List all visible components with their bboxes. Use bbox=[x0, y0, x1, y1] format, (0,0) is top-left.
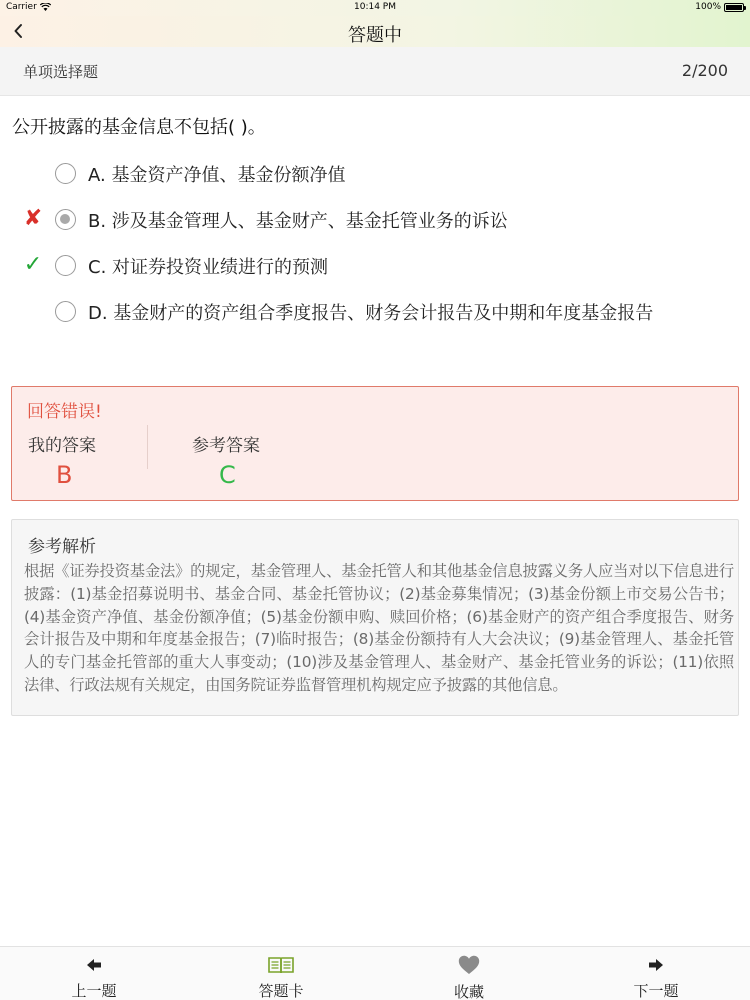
option-b-label: B. 涉及基金管理人、基金财产、基金托管业务的诉讼 bbox=[88, 211, 508, 232]
answer-card-button[interactable] bbox=[221, 947, 341, 1000]
carrier-label: Carrier bbox=[6, 2, 37, 12]
wrong-mark-icon: ✘ bbox=[23, 206, 43, 231]
arrow-left-icon bbox=[86, 958, 102, 972]
next-question-button[interactable] bbox=[596, 947, 716, 1000]
bottom-toolbar bbox=[0, 946, 750, 1000]
answer-card-label: 答题卡 bbox=[258, 982, 304, 1000]
favorite-label: 收藏 bbox=[453, 983, 484, 1000]
question-progress: 2/200 bbox=[681, 61, 728, 80]
option-a[interactable] bbox=[0, 155, 750, 195]
status-time: 10:14 PM bbox=[354, 2, 396, 12]
my-answer-label: 我的答案 bbox=[28, 436, 96, 456]
result-divider bbox=[147, 425, 148, 469]
analysis-text: 根据《证券投资基金法》的规定，基金管理人、基金托管人和其他基金信息披露义务人应当对以下信息进行披露：(1)基金招募说明书、基金合同、基金托管协议；(2)基金募集情况；(3)基金份额上市交易公告书；(4)基金资产净值、基金份额净值；(5)基金份额申购、赎回价格；(6)基金财产的资产组合季度报告、财务会计报告及中期和年度基金报告；(7)临时报告；(8)基金份额持有人大会决议；(9)基金管理人、基金托管人的专门基金托管部的重大人事变动；(10)涉及基金管理人、基金财产、基金托管业务的诉讼；(11)依照法律、行政法规有关规定，由国务院证券监督管理机构规定应予披露的其他信息。 bbox=[24, 562, 734, 694]
battery-group bbox=[695, 2, 744, 12]
option-b-radio[interactable] bbox=[55, 209, 76, 230]
arrow-right-icon bbox=[648, 958, 664, 972]
prev-question-button[interactable] bbox=[34, 947, 154, 1000]
option-d-label: D. 基金财产的资产组合季度报告、财务会计报告及中期和年度基金报告 bbox=[88, 303, 654, 324]
analysis-title: 参考解析 bbox=[28, 537, 96, 557]
option-a-label: A. 基金资产净值、基金份额净值 bbox=[88, 165, 346, 186]
nav-bar bbox=[0, 16, 750, 47]
question-text: 公开披露的基金信息不包括( )。 bbox=[12, 117, 266, 138]
favorite-button[interactable] bbox=[409, 947, 529, 1000]
option-c-radio[interactable] bbox=[55, 255, 76, 276]
option-a-mark bbox=[22, 161, 44, 185]
battery-icon bbox=[724, 3, 744, 12]
book-icon bbox=[268, 956, 294, 974]
option-c-label: C. 对证券投资业绩进行的预测 bbox=[88, 257, 329, 278]
answer-result-panel bbox=[11, 386, 739, 501]
option-b[interactable] bbox=[0, 201, 750, 241]
option-c[interactable] bbox=[0, 247, 750, 287]
check-mark-icon: ✓ bbox=[23, 252, 43, 277]
question-type: 单项选择题 bbox=[23, 63, 99, 81]
question-header bbox=[0, 47, 750, 96]
reference-answer-label: 参考答案 bbox=[192, 436, 260, 456]
heart-icon bbox=[458, 955, 480, 975]
result-status: 回答错误! bbox=[27, 402, 102, 422]
option-d[interactable] bbox=[0, 293, 750, 333]
battery-percent: 100% bbox=[695, 2, 721, 12]
next-question-label: 下一题 bbox=[633, 982, 679, 1000]
status-bar bbox=[0, 0, 750, 16]
option-d-radio[interactable] bbox=[55, 301, 76, 322]
option-a-radio[interactable] bbox=[55, 163, 76, 184]
my-answer-value: B bbox=[56, 461, 73, 489]
prev-question-label: 上一题 bbox=[71, 982, 117, 1000]
analysis-panel bbox=[11, 519, 739, 716]
reference-answer-value: C bbox=[219, 461, 236, 489]
nav-title: 答题中 bbox=[348, 25, 402, 46]
option-d-mark bbox=[22, 299, 44, 323]
